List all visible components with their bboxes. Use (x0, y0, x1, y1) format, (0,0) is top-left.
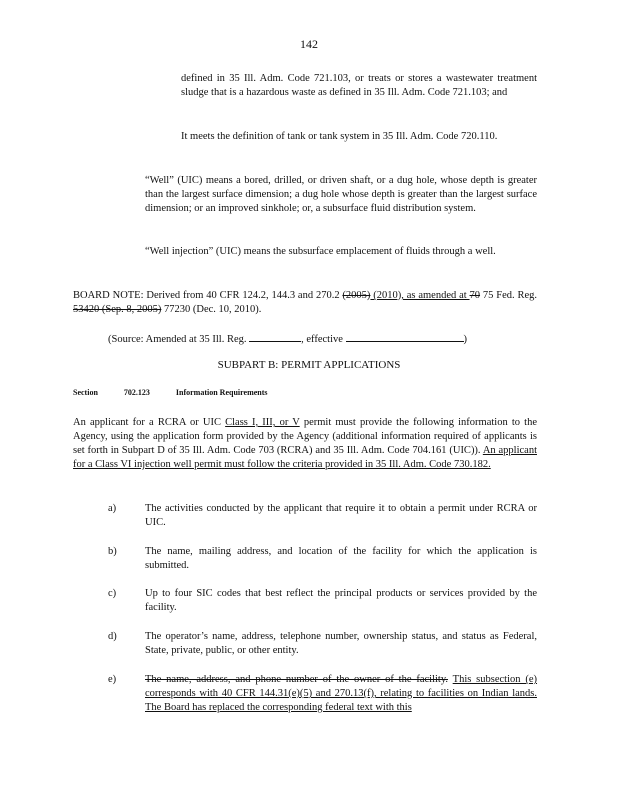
item-label: a) (108, 503, 117, 514)
well-definition: “Well” (UIC) means a bored, drilled, or driven shaft, or a dug hole, whose depth is greater than the largest surface dimension; a dug hole whose depth is greater than the largest surface dimension; or an improved sinkhole; or, a subsurface fluid distribution system. (145, 175, 537, 214)
source-effective: , effective (301, 334, 343, 345)
item-e-deleted-text: The name, address, and phone number of the owner of the facility. (145, 674, 449, 685)
board-note-deleted-year: (2005) (342, 290, 371, 301)
source-text: (Source: Amended at 35 Ill. Reg. (108, 334, 247, 345)
item-label: b) (108, 546, 117, 557)
effective-blank (346, 331, 464, 342)
board-note-deleted-volume: 70 (469, 290, 481, 301)
intro-paragraph (73, 416, 537, 472)
section-number: 702.123 (123, 388, 150, 397)
section-label: Section (73, 388, 98, 397)
board-note (73, 289, 537, 317)
source-line (108, 331, 528, 347)
board-note-added-year: (2010), as amended at (370, 290, 470, 301)
tank-definition: It meets the definition of tank or tank system in 35 Ill. Adm. Code 720.110. (181, 131, 498, 142)
item-text: Up to four SIC codes that best reflect the principal products or services provided by the facility. (145, 588, 537, 613)
board-note-text-1: BOARD NOTE: Derived from 40 CFR 124.2, 144.3 and 270.2 (73, 290, 343, 301)
section-title: Information Requirements (175, 388, 268, 397)
item-label: d) (108, 631, 117, 642)
page-number: 142 (300, 37, 318, 51)
item-label: e) (108, 674, 117, 685)
item-text: The operator’s name, address, telephone number, ownership status, and status as Federal, State, private, public, or other entity. (145, 631, 537, 656)
reg-blank (249, 331, 301, 342)
well-injection-definition: “Well injection” (UIC) means the subsurface emplacement of fluids through a well. (145, 246, 496, 257)
board-note-text-2: 75 Fed. Reg. (480, 290, 537, 301)
definition-continuation: defined in 35 Ill. Adm. Code 721.103, or treats or stores a wastewater treatment sludge that is a hazardous waste as defined in 35 Ill. Adm. Code 721.103; and (181, 73, 537, 98)
subpart-heading: SUBPART B: PERMIT APPLICATIONS (217, 359, 401, 371)
item-text: The name, mailing address, and location of the facility for which the application is submitted. (145, 546, 537, 571)
intro-text-2: permit must provide the following information to the Agency, using the application form provided by the Agency (additional information required of applicants is set forth in Subpart D of 35 Ill. Adm. Code 703 (RCRA) and 35 Ill. Adm. Code 704.161 (UIC)). (73, 417, 537, 456)
intro-text-1: An applicant for a RCRA or UIC (73, 417, 226, 428)
board-note-text-3: 77230 (Dec. 10, 2010). (161, 304, 262, 315)
intro-added-class-vi: An applicant for a Class VI injection well permit must follow the criteria provided in 35 Ill. Adm. Code 730.182. (73, 445, 537, 470)
item-e-text (145, 673, 537, 715)
item-label: c) (108, 588, 117, 599)
section-heading (73, 388, 292, 397)
intro-added-classes: Class I, III, or V (225, 417, 300, 428)
board-note-deleted-citation: 53420 (Sep. 8, 2005) (73, 304, 162, 315)
item-e-added-text: This subsection (e) corresponds with 40 CFR 144.31(e)(5) and 270.13(f), relating to facilities on Indian lands. The Board has replaced the corresponding federal text with this (145, 674, 538, 713)
item-text: The activities conducted by the applicant that require it to obtain a permit under RCRA or UIC. (145, 503, 537, 528)
source-close: ) (463, 334, 468, 345)
